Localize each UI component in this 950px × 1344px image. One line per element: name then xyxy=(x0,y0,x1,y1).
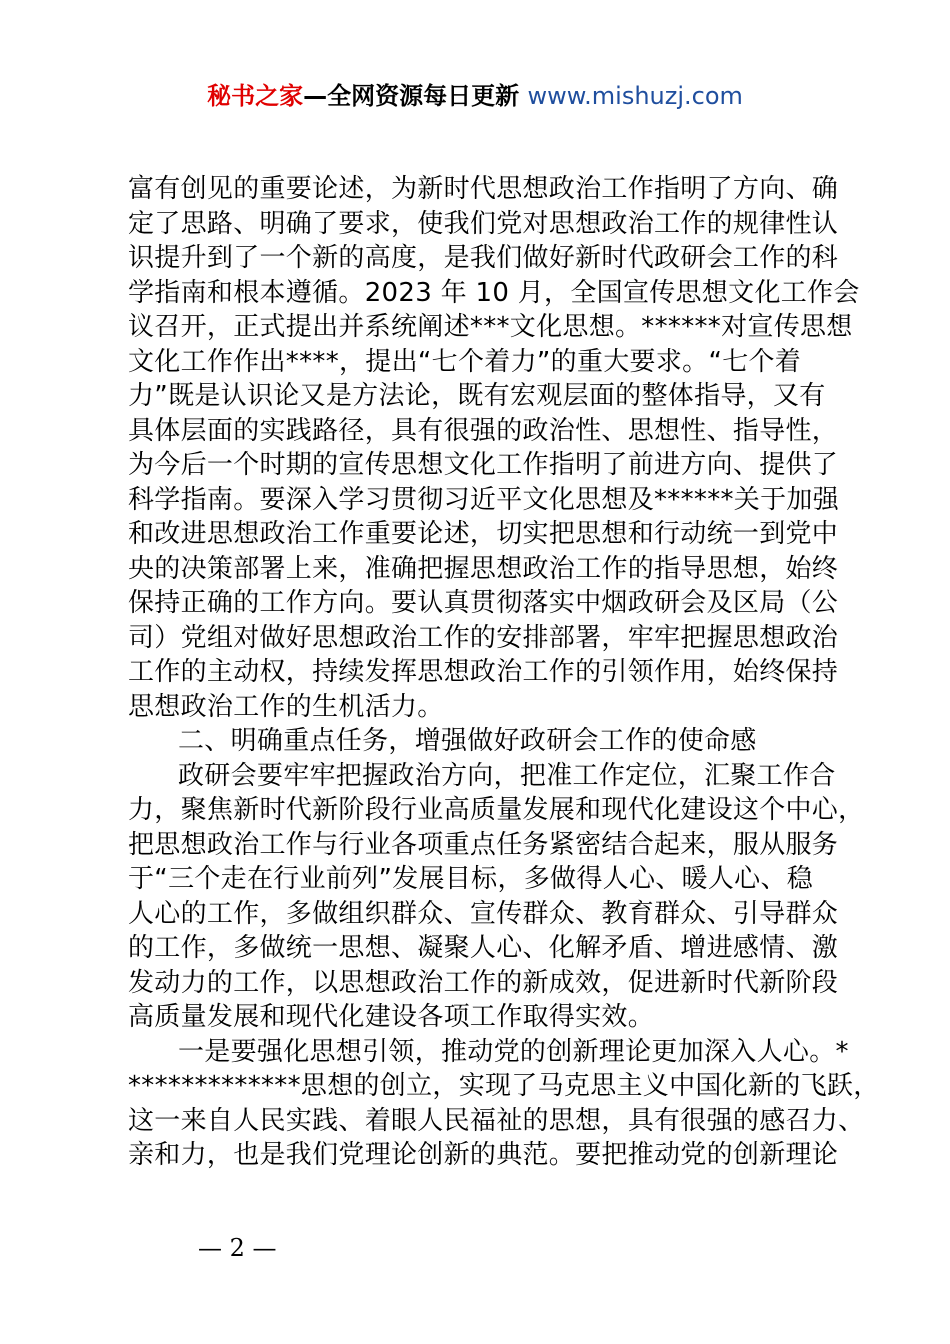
body-line: 具体层面的实践路径，具有很强的政治性、思想性、指导性， xyxy=(128,415,839,446)
body-line: 工作的主动权，持续发挥思想政治工作的引领作用，始终保持 xyxy=(128,657,839,687)
header-slogan: —全网资源每日更新 xyxy=(303,82,520,110)
body-line: 科学指南。要深入学习贯彻习近平文化思想及******关于加强 xyxy=(128,484,840,515)
paragraph-first-line: 政研会要牢牢把握政治方向，把准工作定位，汇聚工作合 xyxy=(178,760,836,791)
body-line: 议召开，正式提出并系统阐述***文化思想。******对宣传思想 xyxy=(128,312,853,342)
body-line: 定了思路、明确了要求，使我们党对思想政治工作的规律性认 xyxy=(128,208,839,239)
body-line: 亲和力，也是我们党理论创新的典范。要把推动党的创新理论 xyxy=(128,1140,839,1170)
body-line: 思想政治工作的生机活力。 xyxy=(128,691,444,722)
paragraph-first-line: 一是要强化思想引领，推动党的创新理论更加深入人心。* xyxy=(178,1036,849,1067)
body-line: 力”既是认识论又是方法论，既有宏观层面的整体指导，又有 xyxy=(128,381,826,411)
body-line: 央的决策部署上来，准确把握思想政治工作的指导思想，始终 xyxy=(128,553,839,584)
page-number: — 2 — xyxy=(198,1234,277,1262)
body-line: 这一来自人民实践、着眼人民福祉的思想，具有很强的感召力、 xyxy=(128,1105,865,1136)
site-url[interactable]: www.mishuzj.com xyxy=(527,82,743,110)
body-line: 人心的工作，多做组织群众、宣传群众、教育群众、引导群众 xyxy=(128,898,839,929)
body-line: 学指南和根本遵循。2023 年 10 月，全国宣传思想文化工作会 xyxy=(128,277,860,308)
body-line: 识提升到了一个新的高度，是我们做好新时代政研会工作的科 xyxy=(128,243,839,273)
body-line: 力，聚焦新时代新阶段行业高质量发展和现代化建设这个中心， xyxy=(128,795,865,825)
body-line: 把思想政治工作与行业各项重点任务紧密结合起来，服从服务 xyxy=(128,829,839,860)
document-body xyxy=(128,172,880,1173)
body-line: 于“三个走在行业前列”发展目标，多做得人心、暖人心、稳 xyxy=(128,864,814,894)
section-heading: 二、明确重点任务，增强做好政研会工作的使命感 xyxy=(178,726,757,756)
site-header xyxy=(0,80,950,112)
body-line: 的工作，多做统一思想、凝聚人心、化解矛盾、增进感情、激 xyxy=(128,933,839,963)
body-line: 司）党组对做好思想政治工作的安排部署，牢牢把握思想政治 xyxy=(128,622,839,653)
body-line: *************思想的创立，实现了马克思主义中国化新的飞跃， xyxy=(128,1071,880,1101)
body-line: 保持正确的工作方向。要认真贯彻落实中烟政研会及区局（公 xyxy=(128,588,839,618)
body-line: 富有创见的重要论述，为新时代思想政治工作指明了方向、确 xyxy=(128,174,839,204)
body-line: 高质量发展和现代化建设各项工作取得实效。 xyxy=(128,1002,655,1032)
body-line: 发动力的工作，以思想政治工作的新成效，促进新时代新阶段 xyxy=(128,967,839,998)
body-line: 文化工作作出****，提出“七个着力”的重大要求。“七个着 xyxy=(128,346,802,377)
brand-name: 秘书之家 xyxy=(207,82,304,110)
body-line: 和改进思想政治工作重要论述，切实把思想和行动统一到党中 xyxy=(128,519,839,549)
body-line: 为今后一个时期的宣传思想文化工作指明了前进方向、提供了 xyxy=(128,450,839,480)
